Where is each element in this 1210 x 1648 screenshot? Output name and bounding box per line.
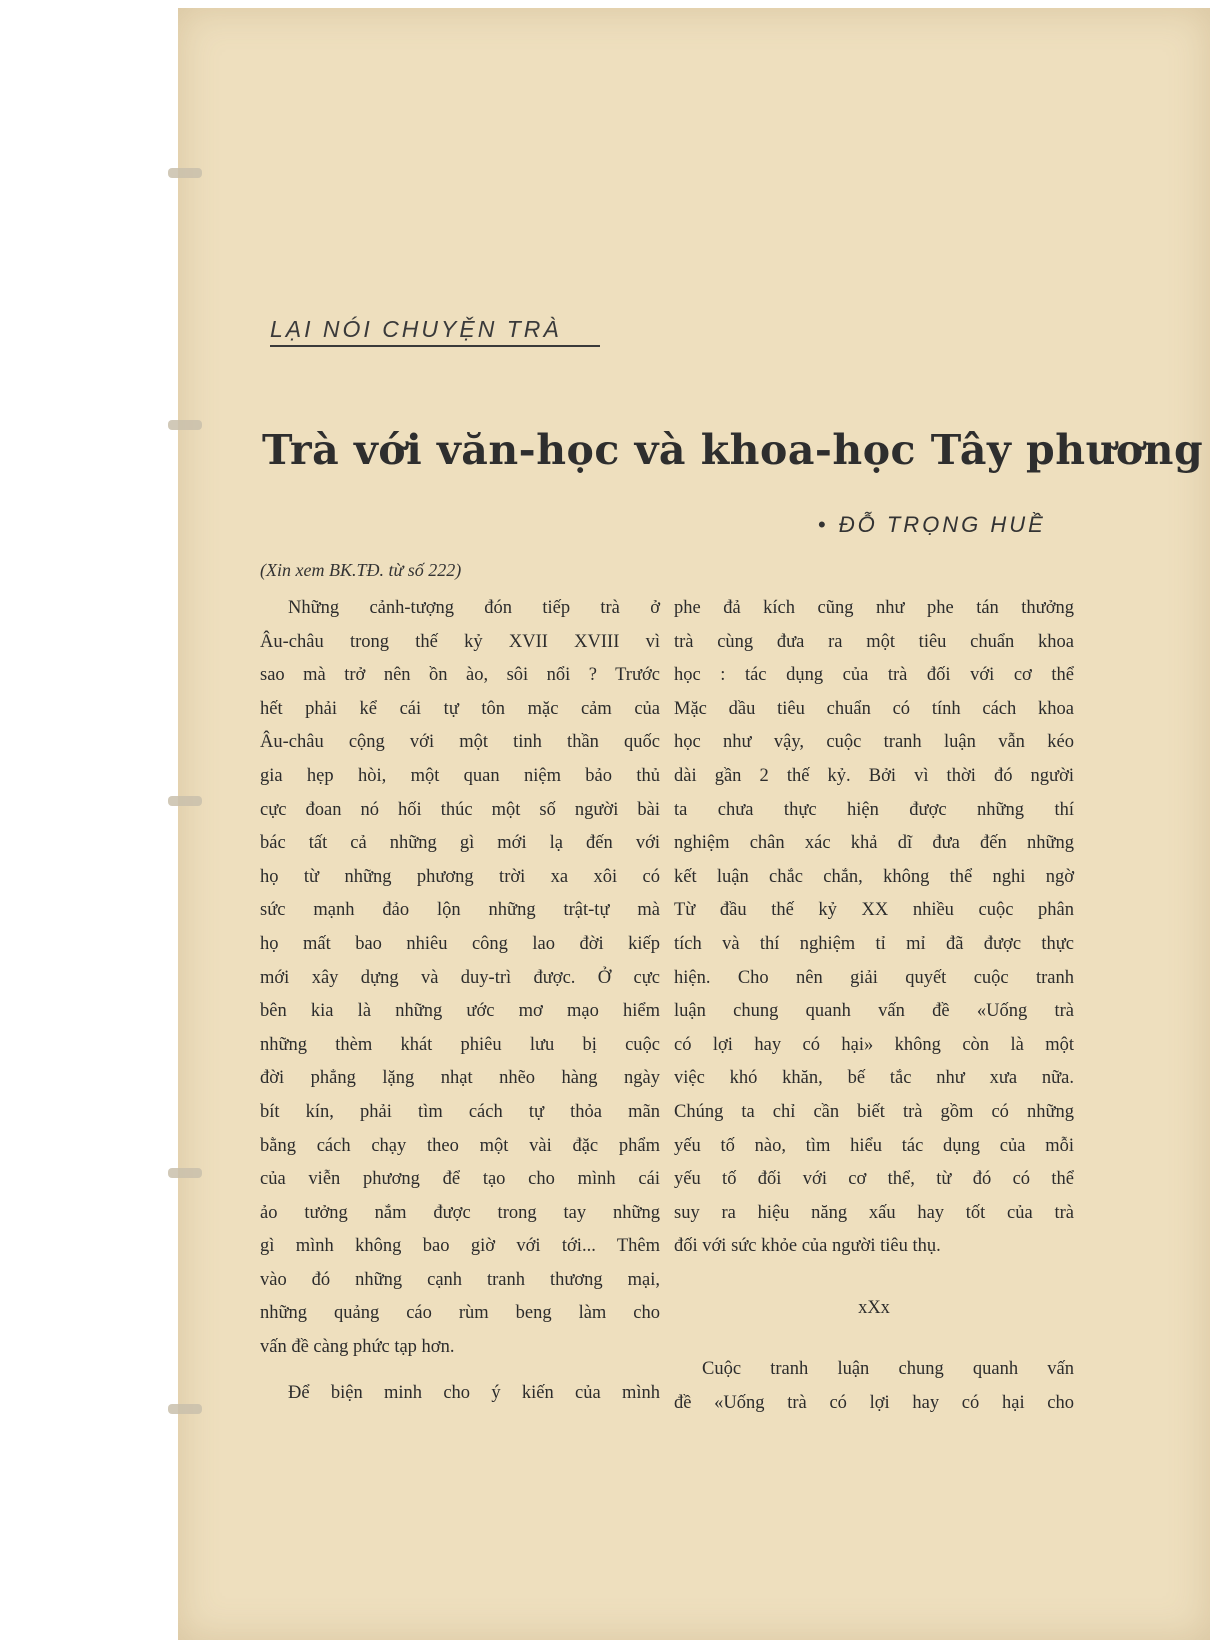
text-line: đề «Uống trà có lợi hay có hại cho xyxy=(674,1393,1074,1414)
text-line: sức mạnh đảo lộn những trật-tự mà xyxy=(260,900,660,921)
text-line: việc khó khăn, bế tắc như xưa nữa. xyxy=(674,1068,1074,1089)
text-line: có lợi hay có hại» không còn là một xyxy=(674,1034,1074,1055)
section-divider: xXx xyxy=(858,1297,890,1318)
text-line: luận chung quanh vấn đề «Uống trà xyxy=(674,1001,1074,1022)
text-line: Từ đầu thế kỷ XX nhiều cuộc phân xyxy=(674,900,1074,921)
text-line: kết luận chắc chắn, không thể nghi ngờ xyxy=(674,866,1074,887)
text-line: những thèm khát phiêu lưu bị cuộc xyxy=(260,1034,660,1055)
text-line: cực đoan nó hối thúc một số người bài xyxy=(260,799,660,820)
text-line: Âu-châu trong thế kỷ XVII XVIII vì xyxy=(260,631,660,652)
text-line: học như vậy, cuộc tranh luận vẫn kéo xyxy=(674,732,1074,753)
binding-hole-mark xyxy=(168,1404,202,1414)
author-name: ĐỖ TRỌNG HUỀ xyxy=(838,512,1046,537)
author-bullet: • xyxy=(818,512,829,537)
text-line: gì mình không bao giờ với tới... Thêm xyxy=(260,1236,660,1257)
left-column xyxy=(260,592,660,1410)
text-line: gia hẹp hòi, một quan niệm bảo thủ xyxy=(260,765,660,786)
text-line: của viễn phương để tạo cho mình cái xyxy=(260,1169,660,1190)
reference-note: (Xin xem BK.TĐ. từ số 222) xyxy=(260,560,462,580)
text-line: những quảng cáo rùm beng làm cho xyxy=(260,1303,660,1324)
text-line: trà cùng đưa ra một tiêu chuẩn khoa xyxy=(674,631,1074,652)
text-line: họ mất bao nhiêu công lao đời kiếp xyxy=(260,933,660,954)
text-line: vào đó những cạnh tranh thương mại, xyxy=(260,1269,660,1290)
text-line: dài gần 2 thế kỷ. Bởi vì thời đó người xyxy=(674,765,1074,786)
text-line: hiện. Cho nên giải quyết cuộc tranh xyxy=(674,967,1074,988)
section-title: LẠI NÓI CHUYỆN TRÀ xyxy=(270,316,600,347)
text-line: tích và thí nghiệm tỉ mỉ đã được thực xyxy=(674,933,1074,954)
binding-hole-mark xyxy=(168,420,202,430)
text-line: vấn đề càng phức tạp hơn. xyxy=(260,1337,455,1358)
text-line: yếu tố đối với cơ thể, từ đó có thể xyxy=(674,1169,1074,1190)
text-line: suy ra hiệu năng xấu hay tốt của trà xyxy=(674,1202,1074,1223)
text-line: Chúng ta chỉ cần biết trà gồm có những xyxy=(674,1101,1074,1122)
right-column xyxy=(674,592,1074,1421)
text-line: nghiệm chân xác khả dĩ đưa đến những xyxy=(674,833,1074,854)
text-line: phe đả kích cũng như phe tán thưởng xyxy=(674,598,1074,618)
binding-hole-mark xyxy=(168,1168,202,1178)
text-line: Những cảnh-tượng đón tiếp trà ở xyxy=(288,598,660,618)
text-line: họ từ những phương trời xa xôi có xyxy=(260,866,660,887)
binding-hole-mark xyxy=(168,796,202,806)
text-line: ta chưa thực hiện được những thí xyxy=(674,799,1074,820)
text-line: sao mà trở nên ồn ào, sôi nổi ? Trước xyxy=(260,665,660,686)
text-line: bác tất cả những gì mới lạ đến với xyxy=(260,833,660,854)
text-line: đời phẳng lặng nhạt nhẽo hàng ngày xyxy=(260,1068,660,1089)
text-line: đối với sức khỏe của người tiêu thụ. xyxy=(674,1236,941,1257)
text-line: Mặc dầu tiêu chuẩn có tính cách khoa xyxy=(674,698,1074,719)
text-line: Để biện minh cho ý kiến của mình xyxy=(288,1382,660,1403)
text-line: hết phải kể cái tự tôn mặc cảm của xyxy=(260,698,660,719)
text-line: Âu-châu cộng với một tinh thần quốc xyxy=(260,732,660,753)
text-line: bít kín, phải tìm cách tự thỏa mãn xyxy=(260,1101,660,1122)
article-title: Trà với văn-học và khoa-học Tây phương xyxy=(262,426,1204,474)
binding-hole-mark xyxy=(168,168,202,178)
text-line: học : tác dụng của trà đối với cơ thể xyxy=(674,665,1074,686)
author-byline xyxy=(818,512,1178,538)
text-line: bằng cách chạy theo một vài đặc phẩm xyxy=(260,1135,660,1156)
text-line: yếu tố nào, tìm hiểu tác dụng của mỗi xyxy=(674,1135,1074,1156)
text-line: ảo tưởng nắm được trong tay những xyxy=(260,1202,660,1223)
paper-page xyxy=(178,8,1210,1640)
text-line: bên kia là những ước mơ mạo hiểm xyxy=(260,1001,660,1022)
text-line: mới xây dựng và duy-trì được. Ở cực xyxy=(260,967,660,988)
text-line: Cuộc tranh luận chung quanh vấn xyxy=(702,1359,1074,1380)
